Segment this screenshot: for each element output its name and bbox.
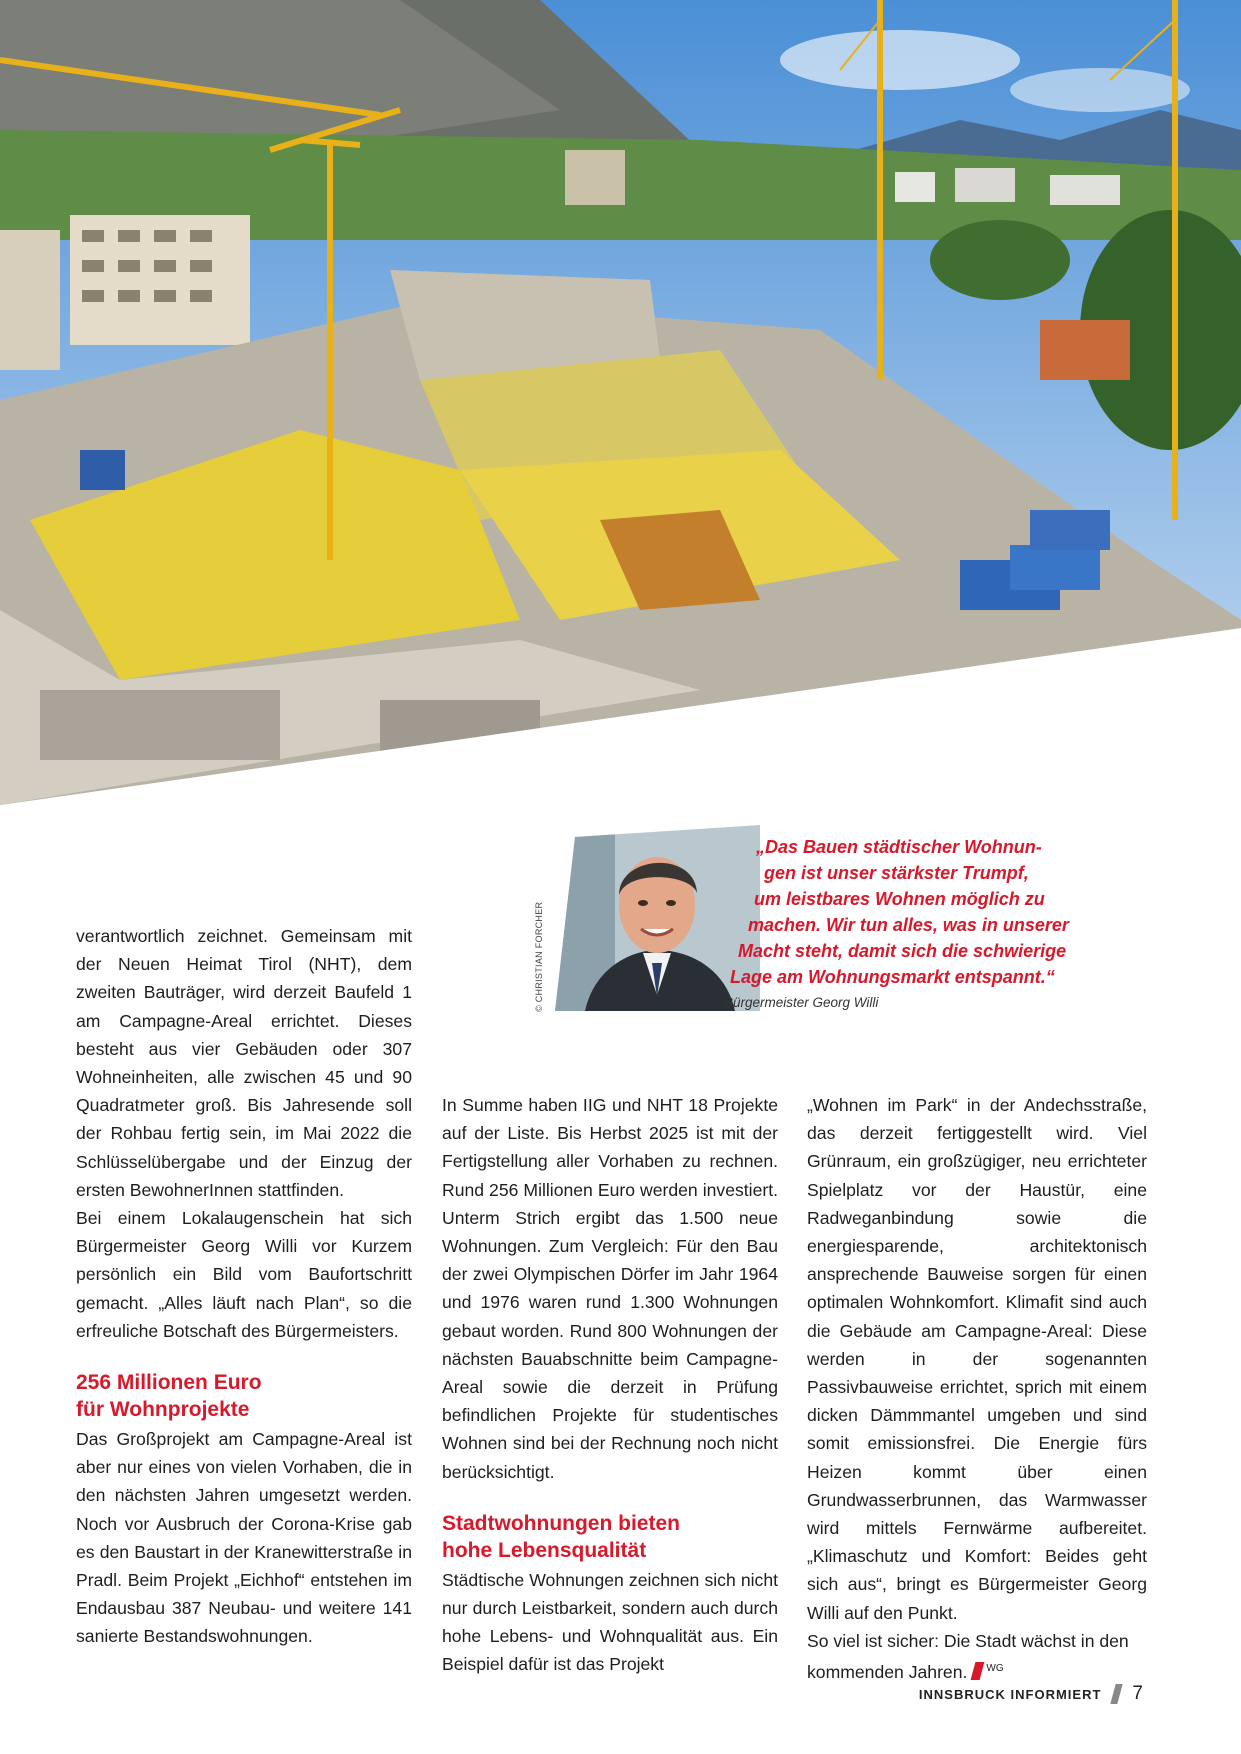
closing-sentence: So viel ist sicher: Die Stadt wächst in den kommenden Jahren. (807, 1630, 1129, 1683)
paragraph: Bei einem Lokalaugenschein hat sich Bürgermeister Georg Willi vor Kurzem persönlich ein Bild vom Baufortschritt gemacht. „Alles läuft nach Plan“, so die erfreuliche Botschaft des Bürgermeisters. (76, 1208, 412, 1341)
section-heading (442, 1510, 778, 1564)
quote-line: machen. Wir tun alles, was in unserer (748, 915, 1069, 935)
paragraph: „Wohnen im Park“ in der Andechsstraße, das derzeit fertiggestellt wird. Viel Grünraum, ein großzügiger, neu errichteter Spielplatz vor der Haustür, eine Radweganbindung sowie die energiesparende, architektonisch ansprechende Bauweise sorgen für einen optimalen Wohnkomfort. Klimafit sind auch die Gebäude am Campagne-Areal: Diese werden in der sogenannten Passivbauweise errichtet, sprich mit einem dicken Dämmmantel umgeben und sind somit emissionsfrei. Die Energie fürs Heizen kommt über einen Grundwasserbrunnen, das Warmwasser wird mittels Fernwärme aufbereitet. „Klimaschutz und Komfort: Beides geht sich aus“, bringt es Bürgermeister Georg Willi auf den Punkt. (807, 1095, 1147, 1623)
paragraph: verantwortlich zeichnet. Gemeinsam mit der Neuen Heimat Tirol (NHT), dem zweiten Bauträger, wird derzeit Baufeld 1 am Campagne-Areal errichtet. Dieses besteht aus vier Gebäuden oder 307 Wohneinheiten, alle zwischen 45 und 90 Quadratmeter groß. Bis Jahresende soll der Rohbau fertig sein, im Mai 2022 die Schlüsselübergabe und der Einzug der ersten BewohnerInnen stattfinden. (76, 926, 412, 1200)
photo-credit: © CHRISTIAN FORCHER (534, 901, 544, 1012)
pull-quote (720, 834, 1080, 990)
paragraph (807, 1627, 1147, 1686)
article-column-3 (807, 1091, 1147, 1686)
quote-line: gen ist unser stärkster Trumpf, (764, 863, 1029, 883)
author-initials: WG (986, 1663, 1004, 1675)
quote-line: um leistbares Wohnen möglich zu (754, 889, 1045, 909)
divider-icon (1111, 1684, 1123, 1704)
page-footer (919, 1683, 1143, 1705)
end-mark-icon (971, 1662, 985, 1680)
paragraph: In Summe haben IIG und NHT 18 Projekte auf der Liste. Bis Herbst 2025 ist mit der Fertigstellung aller Vorhaben zu rechnen. Rund 256 Millionen Euro werden investiert. Unterm Strich ergibt das 1.500 neue Wohnungen. Zum Vergleich: Für den Bau der zwei Olympischen Dörfer im Jahr 1964 und 1976 waren rund 1.300 Wohnungen gebaut worden. Rund 800 Wohnungen der nächsten Bauabschnitte beim Campagne-Areal sowie die derzeit in Prüfung befindlichen Projekte für studentisches Wohnen sind bei der Rechnung noch nicht berücksichtigt. (442, 1095, 778, 1482)
quote-line: „Das Bauen städtischer Wohnun- (756, 837, 1042, 857)
heading-line: 256 Millionen Euro (76, 1371, 262, 1395)
hero-construction-photo (0, 0, 1241, 805)
quote-line: Lage am Wohnungsmarkt entspannt.“ (730, 967, 1055, 987)
article-column-2 (442, 1091, 778, 1679)
section-heading (76, 1369, 412, 1423)
paragraph: Städtische Wohnungen zeichnen sich nicht nur durch Leistbarkeit, sondern auch durch hohe Lebens- und Wohnqualität aus. Ein Beispiel dafür ist das Projekt (442, 1569, 778, 1675)
quote-line: Macht steht, damit sich die schwierige (738, 941, 1067, 961)
paragraph: Das Großprojekt am Campagne-Areal ist aber nur eines von vielen Vorhaben, die in den nächsten Jahren umgesetzt werden. Noch vor Ausbruch der Corona-Krise gab es den Baustart in der Kranewitterstraße in Pradl. Beim Projekt „Eichhof“ entstehen im Endausbau 387 Neubau- und weitere 141 sanierte Bestandswohnungen. (76, 1429, 412, 1647)
page-number: 7 (1132, 1683, 1143, 1704)
heading-line: hohe Lebensqualität (442, 1538, 647, 1562)
quote-author: Bürgermeister Georg Willi (724, 995, 879, 1010)
construction-site-image (0, 0, 1241, 805)
publication-name: INNSBRUCK INFORMIERT (918, 1686, 1102, 1702)
heading-line: für Wohnprojekte (76, 1398, 250, 1422)
article-column-1 (76, 922, 412, 1651)
heading-line: Stadtwohnungen bieten (442, 1511, 680, 1535)
